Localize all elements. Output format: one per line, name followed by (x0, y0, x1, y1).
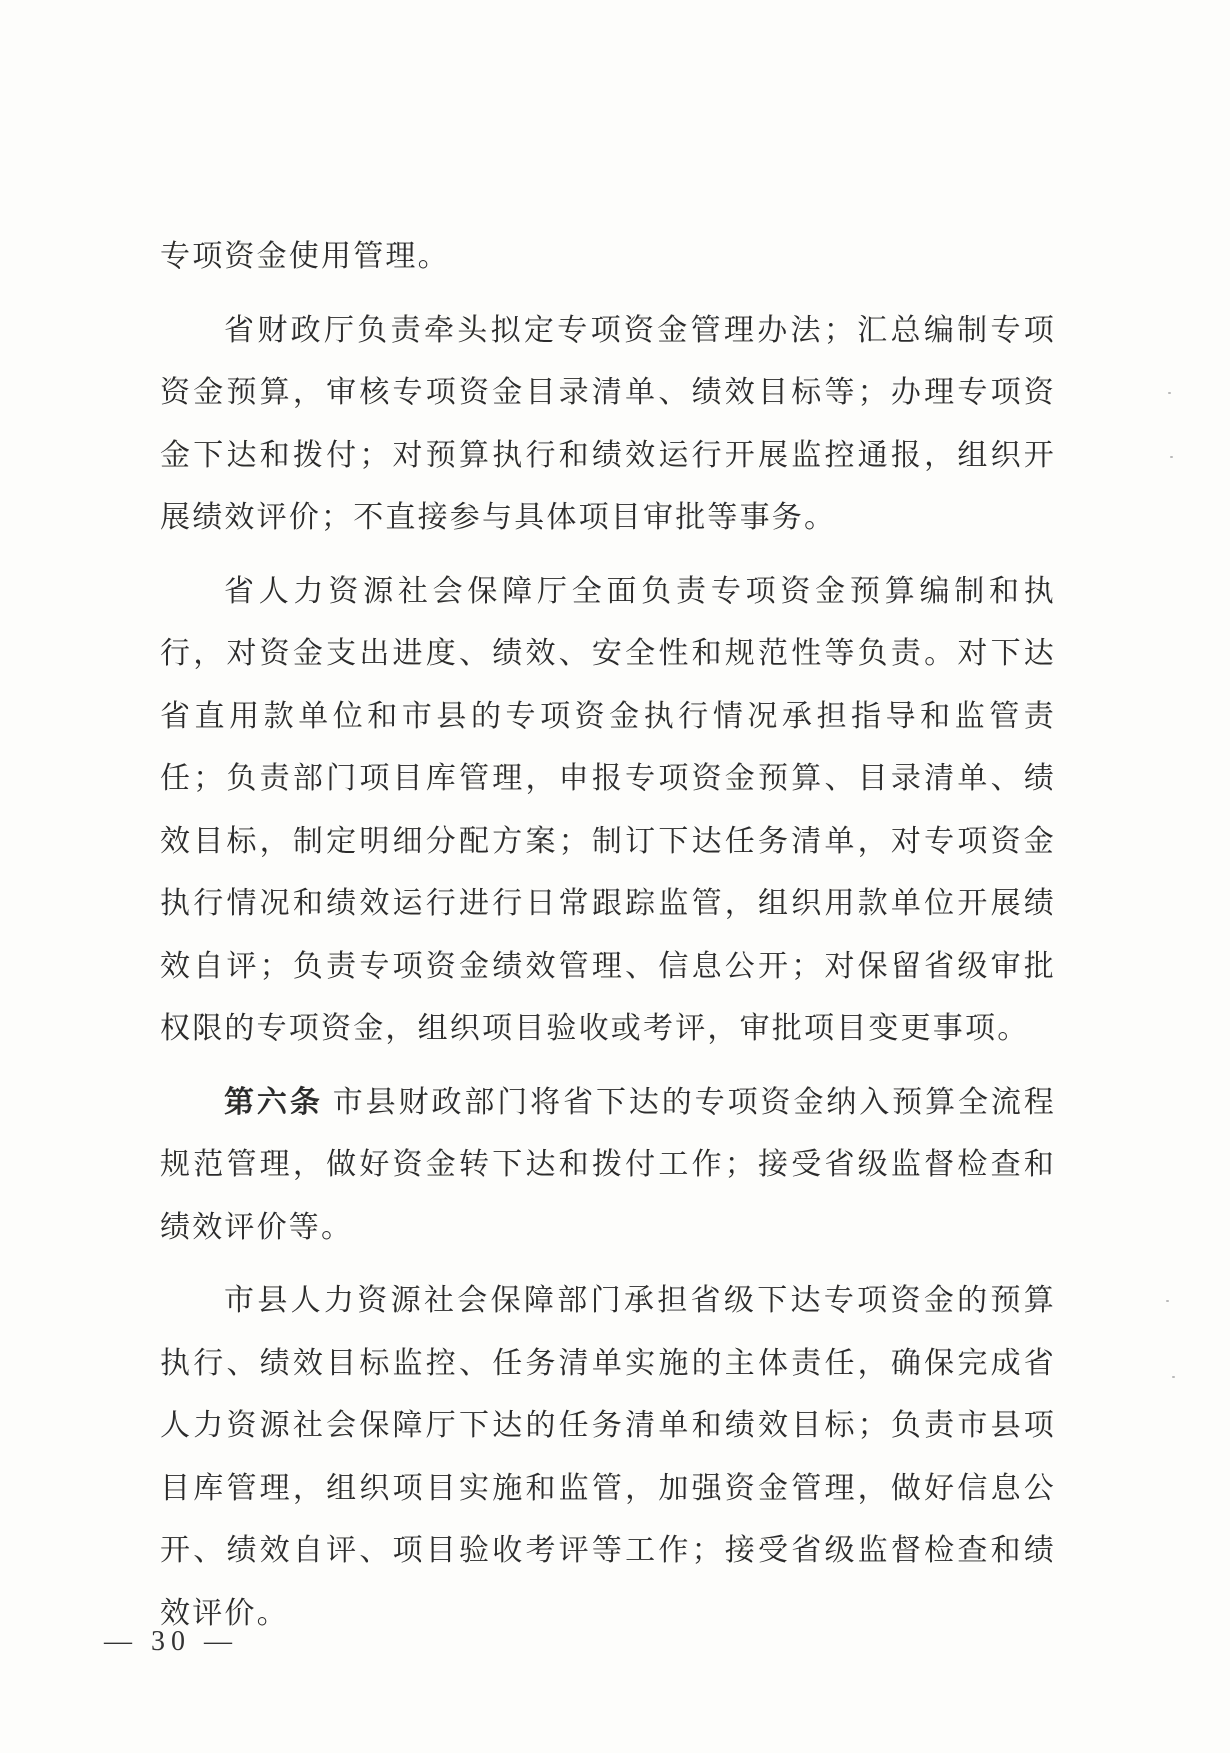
scan-speck (1168, 392, 1171, 394)
scan-speck (1170, 456, 1173, 458)
body-text (160, 226, 1056, 1656)
paragraph-text: 专项资金使用管理。 (160, 239, 450, 274)
paragraph-provincial-hr-dept (160, 561, 1056, 1061)
paragraph-continuation (160, 226, 1056, 289)
paragraph-text: 省财政厅负责牵头拟定专项资金管理办法；汇总编制专项资金预算，审核专项资金目录清单、绩效目标等；办理专项资金下达和拨付；对预算执行和绩效运行开展监控通报，组织开展绩效评价；不直接参与具体项目审批等事务。 (160, 312, 1056, 535)
scan-speck (1172, 1376, 1175, 1378)
page-number: — 30 — (104, 1626, 238, 1657)
article-label: 第六条 (224, 1084, 323, 1120)
paragraph-article-six (160, 1072, 1056, 1260)
paragraph-provincial-finance-dept (160, 300, 1056, 550)
paragraph-text: 市县财政部门将省下达的专项资金纳入预算全流程规范管理，做好资金转下达和拨付工作；接受省级监督检查和绩效评价等。 (160, 1084, 1056, 1245)
scan-speck (1166, 1300, 1169, 1302)
paragraph-city-county-hr-dept (160, 1270, 1056, 1645)
paragraph-text: 省人力资源社会保障厅全面负责专项资金预算编制和执行，对资金支出进度、绩效、安全性和规范性等负责。对下达省直用款单位和市县的专项资金执行情况承担指导和监管责任；负责部门项目库管理，申报专项资金预算、目录清单、绩效目标，制定明细分配方案；制订下达任务清单，对专项资金执行情况和绩效运行进行日常跟踪监管，组织用款单位开展绩效自评；负责专项资金绩效管理、信息公开；对保留省级审批权限的专项资金，组织项目验收或考评，审批项目变更事项。 (160, 573, 1056, 1046)
paragraph-text: 市县人力资源社会保障部门承担省级下达专项资金的预算执行、绩效目标监控、任务清单实施的主体责任，确保完成省人力资源社会保障厅下达的任务清单和绩效目标；负责市县项目库管理，组织项目实施和监管，加强资金管理，做好信息公开、绩效自评、项目验收考评等工作；接受省级监督检查和绩效评价。 (160, 1283, 1056, 1631)
